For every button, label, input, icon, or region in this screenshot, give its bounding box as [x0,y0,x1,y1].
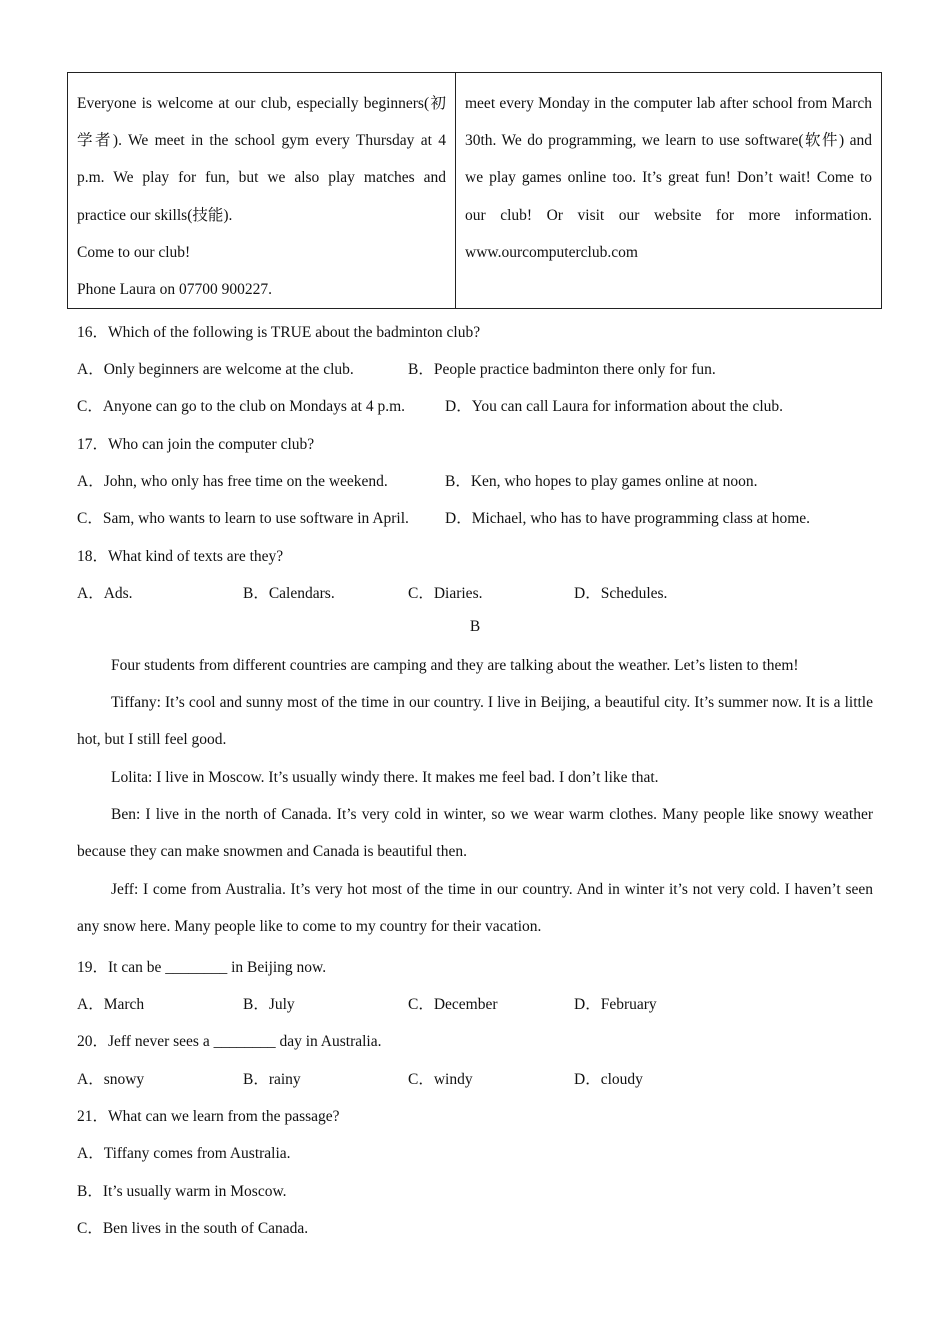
q17-option-b: B．Ken, who hopes to play games online at noon. [445,473,758,490]
q16-option-b: B．People practice badminton there only for fun. [408,361,716,378]
passage-intro: Four students from different countries are camping and they are talking about the weather. Let’s listen to them! [111,657,799,674]
q21-option-a: A．Tiffany comes from Australia. [77,1145,291,1162]
q21-option-c: C．Ben lives in the south of Canada. [77,1220,309,1237]
question-20-stem: 20．Jeff never sees a ________ day in Australia. [77,1033,382,1050]
q16-option-a: A．Only beginners are welcome at the club. [77,361,354,378]
q19-option-b: B．July [243,996,295,1013]
computer-ad-text: meet every Monday in the computer lab after school from March 30th. We do programming, we learn to use software(软件) and we play games online too. It’s great fun! Don’t wait! Come to our club! Or visit our website for more information. www.ourcomputerclub.com [465,95,872,261]
q18-option-a: A．Ads. [77,585,133,602]
q20-option-c: C．windy [408,1071,473,1088]
q18-option-c: C．Diaries. [408,585,483,602]
q19-option-c: C．December [408,996,498,1013]
question-16-stem: 16．Which of the following is TRUE about the badminton club? [77,324,481,341]
section-b-heading: B [469,618,481,635]
q21-option-b: B．It’s usually warm in Moscow. [77,1183,287,1200]
q18-option-b: B．Calendars. [243,585,335,602]
q17-option-d: D．Michael, who has to have programming class at home. [445,510,811,527]
badminton-ad-come: Come to our club! [77,243,191,261]
question-17-stem: 17．Who can join the computer club? [77,436,315,453]
passage-lolita: Lolita: I live in Moscow. It’s usually windy there. It makes me feel bad. I don’t like that. [111,769,659,786]
ad-table [67,72,882,309]
question-18-stem: 18．What kind of texts are they? [77,548,284,565]
passage-ben: Ben: I live in the north of Canada. It’s very cold in winter, so we wear warm clothes. Many people like snowy weather because they can make snowmen and Canada is beautiful then. [77,806,873,861]
q20-option-d: D．cloudy [574,1071,643,1088]
q20-option-a: A．snowy [77,1071,145,1088]
q18-option-d: D．Schedules. [574,585,668,602]
q17-option-c: C．Sam, who wants to learn to use software in April. [77,510,409,527]
question-21-stem: 21．What can we learn from the passage? [77,1108,340,1125]
q16-option-d: D．You can call Laura for information about the club. [445,398,784,415]
passage-jeff: Jeff: I come from Australia. It’s very hot most of the time in our country. And in winter it’s not very cold. I haven’t seen any snow here. Many people like to come to my country for their vacation. [77,881,873,936]
q20-option-b: B．rainy [243,1071,301,1088]
q16-option-c: C．Anyone can go to the club on Mondays at 4 p.m. [77,398,406,415]
q19-option-a: A．March [77,996,145,1013]
computer-club-ad [456,73,881,308]
badminton-ad-phone: Phone Laura on 07700 900227. [77,281,273,299]
question-19-stem: 19．It can be ________ in Beijing now. [77,959,327,976]
q17-option-a: A．John, who only has free time on the weekend. [77,473,388,490]
q19-option-d: D．February [574,996,657,1013]
badminton-club-ad [68,73,456,308]
badminton-ad-text: Everyone is welcome at our club, especially beginners(初学者). We meet in the school gym every Thursday at 4 p.m. We play for fun, but we also play matches and practice our skills(技能). [77,95,446,224]
passage-tiffany: Tiffany: It’s cool and sunny most of the time in our country. I live in Beijing, a beautiful city. It’s summer now. It is a little hot, but I still feel good. [77,694,873,749]
